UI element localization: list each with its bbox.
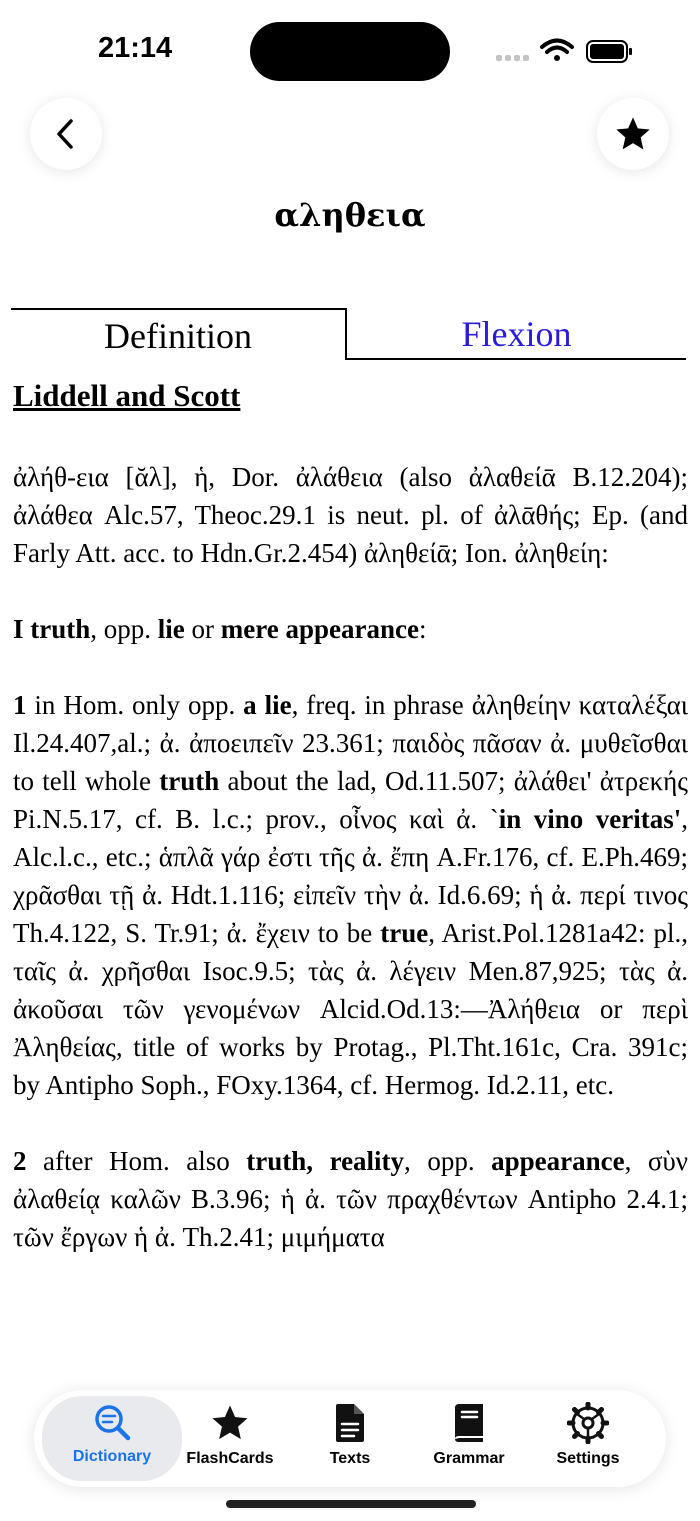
tab-grammar[interactable]: Grammar	[410, 1390, 528, 1487]
tab-flashcards[interactable]: FlashCards	[171, 1390, 289, 1487]
tab-definition[interactable]: Definition	[11, 308, 347, 360]
dynamic-island	[250, 22, 450, 81]
wifi-icon	[542, 41, 572, 62]
source-heading: Liddell and Scott	[13, 378, 241, 413]
entry-intro: ἀλήθ-εια [ᾰλ], ἡ, Dor. ἀλάθεια (also ἀλαθείᾱ B.12.204); ἀλάθεα Alc.57, Theoc.29.1 is neut. pl. of ἀλᾱθής; Ep. (and Farly Att. acc. to Hdn.Gr.2.454) ἀληθείᾱ; Ion. ἀληθείη:	[13, 462, 688, 568]
battery-icon	[587, 41, 632, 62]
home-indicator[interactable]	[226, 1500, 476, 1508]
segment-tabs	[11, 308, 686, 360]
chevron-left-icon	[51, 117, 81, 151]
book-icon	[449, 1402, 489, 1444]
star-icon	[209, 1402, 251, 1444]
tab-texts[interactable]: Texts	[291, 1390, 409, 1487]
sense-1: I truth, opp. lie or mere appearance:	[13, 614, 427, 644]
definition-content[interactable]	[13, 372, 688, 1388]
favorite-button[interactable]	[597, 98, 669, 170]
document-icon	[330, 1402, 370, 1444]
back-button[interactable]	[30, 98, 102, 170]
magnifier-book-icon	[92, 1402, 132, 1442]
signal-icon	[496, 55, 529, 61]
tab-flexion[interactable]: Flexion	[347, 308, 686, 360]
sense-1-1: 1 in Hom. only opp. a lie, freq. in phrase ἀληθείην καταλέξαι Il.24.407,al.; ἀ. ἀποειπεῖν 23.361; παιδὸς πᾶσαν ἀ. μυθεῖσθαι to tell whole truth about the lad, Od.11.507; ἀλάθει' ἀτρεκής Pi.N.5.17, cf. B. l.c.; prov., οἶνος καὶ ἀ. `in vino veritas', Alc.l.c., etc.; ἁπλᾶ γάρ ἐστι τῆς ἀ. ἔπη A.Fr.176, cf. E.Ph.469; χρᾶσθαι τῇ ἀ. Hdt.1.116; εἰπεῖν τὴν ἀ. Id.6.69; ἡ ἀ. περί τινος Th.4.122, S. Tr.91; ἀ. ἔχειν to be true, Arist.Pol.1281a42: pl., ταῖς ἀ. χρῆσθαι Isoc.9.5; τὰς ἀ. λέγειν Men.87,925; τὰς ἀ. ἀκοῦσαι τῶν γενομένων Alcid.Od.13:—Ἀλήθεια or περὶ Ἀληθείας, title of works by Protag., Pl.Tht.161c, Cra. 391c; by Antipho Soph., FOxy.1364, cf. Hermog. Id.2.11, etc.	[13, 690, 688, 1100]
status-indicators-icon	[496, 36, 636, 66]
status-time: 21:14	[98, 32, 173, 64]
star-icon	[613, 114, 653, 154]
tab-settings[interactable]: Settings	[529, 1390, 647, 1487]
tab-dictionary[interactable]: Dictionary	[42, 1396, 182, 1481]
gear-icon	[567, 1402, 609, 1444]
page-title: αληθεια	[274, 196, 426, 234]
tab-bar	[34, 1390, 666, 1487]
status-bar	[0, 0, 700, 100]
sense-1-2: 2 after Hom. also truth, reality, opp. appearance, σὺν ἀλαθείᾳ καλῶν B.3.96; ἡ ἀ. τῶν πραχθέντων Antipho 2.4.1; τῶν ἔργων ἡ ἀ. Th.2.41; μιμήματα	[13, 1146, 688, 1252]
